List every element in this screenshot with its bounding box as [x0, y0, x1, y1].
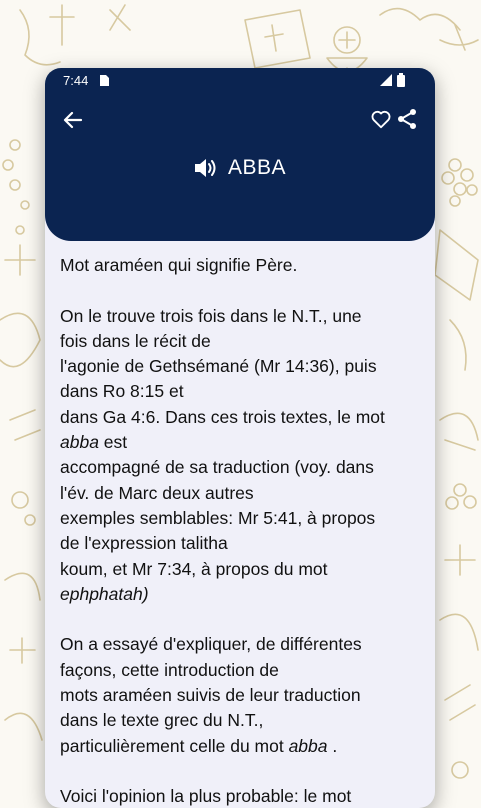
text-fragment: . — [327, 735, 338, 756]
share-icon[interactable] — [397, 108, 417, 130]
signal-icon — [380, 74, 392, 86]
text-line: de l'expression talitha — [60, 533, 228, 554]
text-line: koum, et Mr 7:34, à propos du mot — [60, 558, 328, 579]
speaker-icon[interactable] — [194, 157, 218, 179]
italic-word: abba — [288, 735, 328, 756]
text-line: dans Ro 8:15 et — [60, 381, 184, 402]
text-line — [60, 734, 425, 759]
header — [45, 68, 435, 241]
text-line: mots araméen suivis de leur traduction — [60, 685, 361, 706]
text-line: dans le texte grec du N.T., — [60, 710, 264, 731]
text-line: façons, cette introduction de — [60, 659, 279, 680]
text-line: On le trouve trois fois dans le N.T., une — [60, 305, 362, 326]
status-bar — [45, 68, 435, 94]
text-line: fois dans le récit de — [60, 330, 211, 351]
title-row — [45, 153, 435, 183]
text-fragment: est — [98, 432, 128, 453]
page-title: ABBA — [227, 156, 287, 179]
arrow-back-icon[interactable] — [63, 110, 83, 130]
text-line: l'agonie de Gethsémané (Mr 14:36), puis — [60, 356, 377, 377]
text-line — [60, 582, 425, 607]
battery-icon — [397, 73, 405, 87]
text-line: Voici l'opinion la plus probable: le mot — [60, 786, 352, 807]
italic-word: abba — [60, 432, 99, 453]
app-window — [45, 68, 435, 808]
paragraph-3 — [60, 632, 425, 758]
heart-icon[interactable] — [370, 108, 392, 130]
text-line: On a essayé d'expliquer, de différentes — [60, 634, 362, 655]
text-fragment: particulièrement celle du mot — [60, 735, 289, 756]
sim-card-icon — [100, 75, 109, 86]
text-line — [60, 430, 425, 455]
paragraph-1 — [60, 253, 425, 278]
definition-text — [60, 253, 425, 808]
paragraph-2 — [60, 304, 425, 608]
text-line: dans Ga 4:6. Dans ces trois textes, le mot — [60, 406, 385, 427]
italic-word: ephphatah) — [60, 583, 149, 604]
paragraph-4 — [60, 784, 425, 808]
text-line: Mot araméen qui signifie Père. — [60, 255, 298, 275]
text-line: l'év. de Marc deux autres — [60, 482, 254, 503]
text-line: exemples semblables: Mr 5:41, à propos — [60, 507, 376, 528]
status-time: 7:44 — [63, 73, 89, 88]
text-line: accompagné de sa traduction (voy. dans — [60, 457, 374, 478]
